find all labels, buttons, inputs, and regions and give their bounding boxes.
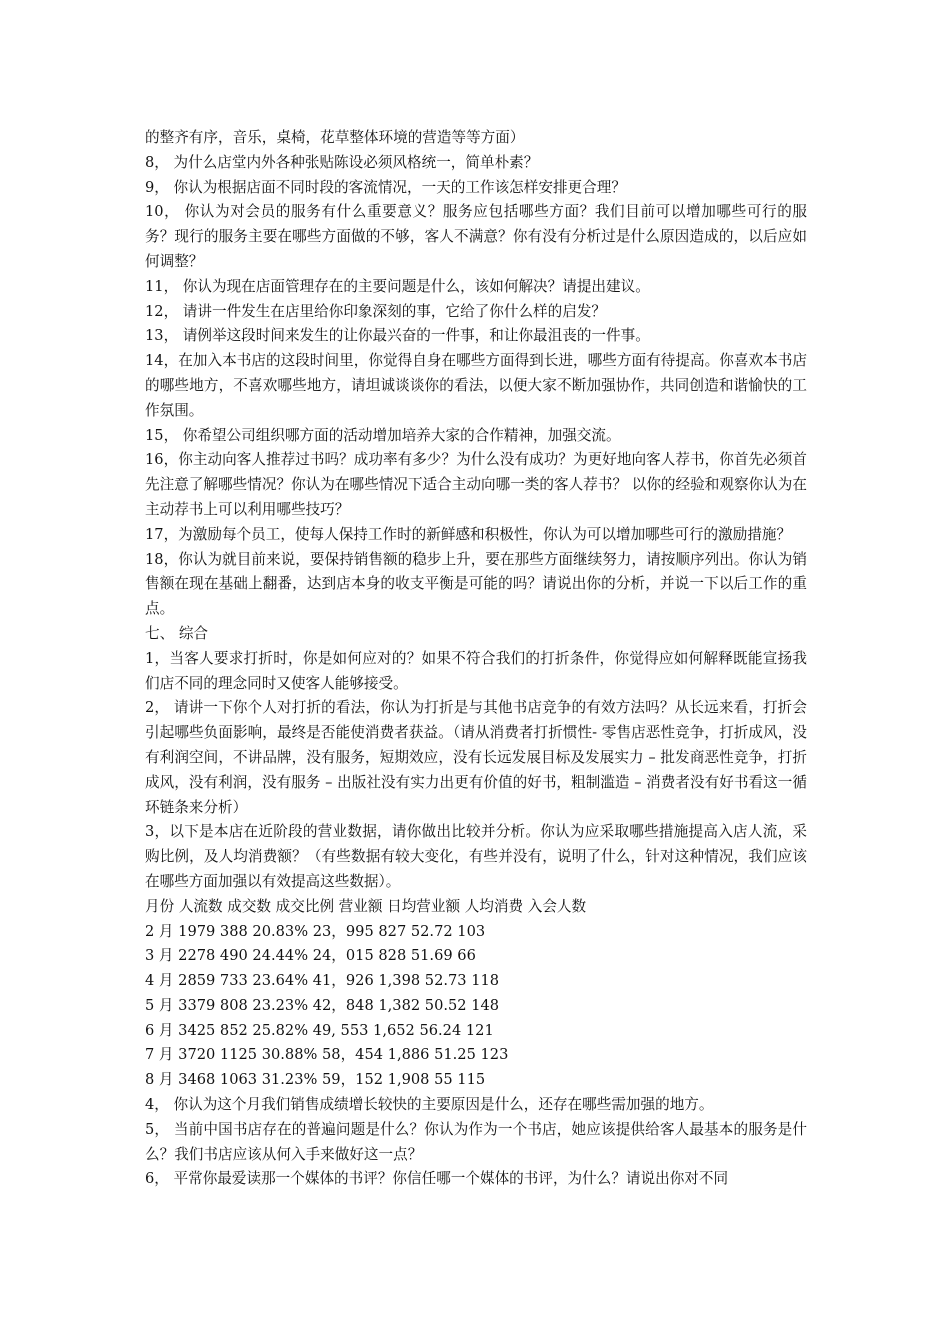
data-row-may: 5 月 3379 808 23.23% 42，848 1,382 50.52 148: [145, 996, 500, 1014]
question-15: 15， 你希望公司组织哪方面的活动增加培养大家的合作精神，加强交流。: [145, 426, 621, 444]
question-8: 8， 为什么店堂内外各种张贴陈设必须风格统一，简单朴素？: [145, 153, 539, 171]
comprehensive-question-3: 3，以下是本店在近阶段的营业数据，请你做出比较并分析。你认为应采取哪些措施提高入店人流，采购比例，及人均消费额？（有些数据有较大变化，有些并没有，说明了什么，针对这种情况，我们应该在哪些方面加强以有效提高这些数据）。: [145, 823, 807, 890]
question-18: 18，你认为就目前来说，要保持销售额的稳步上升，要在那些方面继续努力，请按顺序列出。你认为销售额在现在基础上翻番，达到店本身的收支平衡是可能的吗？请说出你的分析，并说一下以后工作的重点。: [145, 550, 807, 618]
comprehensive-question-1: 1，当客人要求打折时，你是如何应对的？如果不符合我们的打折条件，你觉得应如何解释既能宣扬我们店不同的理念同时又使客人能够接受。: [145, 649, 807, 692]
question-16: 16，你主动向客人推荐过书吗？成功率有多少？为什么没有成功？为更好地向客人荐书，你首先必须首先注意了解哪些情况？你认为在哪些情况下适合主动向哪一类的客人荐书？ 以你的经验和观察你认为在主动荐书上可以利用哪些技巧？: [145, 451, 807, 518]
question-12: 12， 请讲一件发生在店里给你印象深刻的事，它给了你什么样的启发？: [145, 302, 607, 320]
data-row-jul: 7 月 3720 1125 30.88% 58，454 1,886 51.25 123: [145, 1046, 509, 1064]
question-11: 11， 你认为现在店面管理存在的主要问题是什么，该如何解决？请提出建议。: [145, 277, 650, 295]
question-14: 14，在加入本书店的这段时间里，你觉得自身在哪些方面得到长进，哪些方面有待提高。你喜欢本书店的哪些地方，不喜欢哪些地方，请坦诚谈谈你的看法，以便大家不断加强协作，共同创造和谐愉快的工作氛围。: [145, 352, 807, 419]
data-row-apr: 4 月 2859 733 23.64% 41，926 1,398 52.73 118: [145, 972, 500, 990]
comprehensive-question-2: 2， 请讲一下你个人对打折的看法，你认为打折是与其他书店竞争的有效方法吗？从长远来看，打折会引起哪些负面影响，最终是否能使消费者获益。（请从消费者打折惯性- 零售店恶性竞争，打折成风，没有利润空间，不讲品牌，没有服务，短期效应，没有长远发展目标及发展实力 – 批发商恶性竞争，打折成风，没有利润，没有服务 – 出版社没有实力出更有价值的好书，粗制滥造 – 消费者没有好书看这一循环链条来分析）: [145, 699, 807, 816]
question-9: 9， 你认为根据店面不同时段的客流情况，一天的工作该怎样安排更合理？: [145, 178, 626, 196]
data-table-header: 月份 人流数 成交数 成交比例 营业额 日均营业额 人均消费 入会人数: [145, 897, 587, 915]
data-row-feb: 2 月 1979 388 20.83% 23，995 827 52.72 103: [145, 922, 486, 940]
document-body: [145, 126, 807, 1192]
data-row-mar: 3 月 2278 490 24.44% 24，015 828 51.69 66: [145, 947, 476, 965]
comprehensive-question-4: 4， 你认为这个月我们销售成绩增长较快的主要原因是什么，还存在哪些需加强的地方。: [145, 1096, 714, 1114]
data-row-jun: 6 月 3425 852 25.82% 49, 553 1,652 56.24 121: [145, 1021, 494, 1039]
data-row-aug: 8 月 3468 1063 31.23% 59，152 1,908 55 115: [145, 1071, 486, 1089]
paragraph-continuation: 的整齐有序，音乐，桌椅，花草整体环境的营造等等方面）: [145, 129, 525, 146]
section-heading: 七、 综合: [145, 624, 209, 642]
question-13: 13， 请例举这段时间来发生的让你最兴奋的一件事，和让你最沮丧的一件事。: [145, 327, 650, 345]
comprehensive-question-5: 5， 当前中国书店存在的普遍问题是什么？你认为作为一个书店，她应该提供给客人最基本的服务是什么？我们书店应该从何入手来做好这一点？: [145, 1120, 807, 1163]
comprehensive-question-6: 6， 平常你最爱读那一个媒体的书评？你信任哪一个媒体的书评，为什么？请说出你对不同: [145, 1170, 729, 1188]
question-17: 17，为激励每个员工，使每人保持工作时的新鲜感和积极性，你认为可以增加哪些可行的激励措施？: [145, 525, 792, 543]
question-10: 10， 你认为对会员的服务有什么重要意义？服务应包括哪些方面？我们目前可以增加哪些可行的服务？现行的服务主要在哪些方面做的不够，客人不满意？你有没有分析过是什么原因造成的，以后应如何调整？: [145, 203, 807, 270]
